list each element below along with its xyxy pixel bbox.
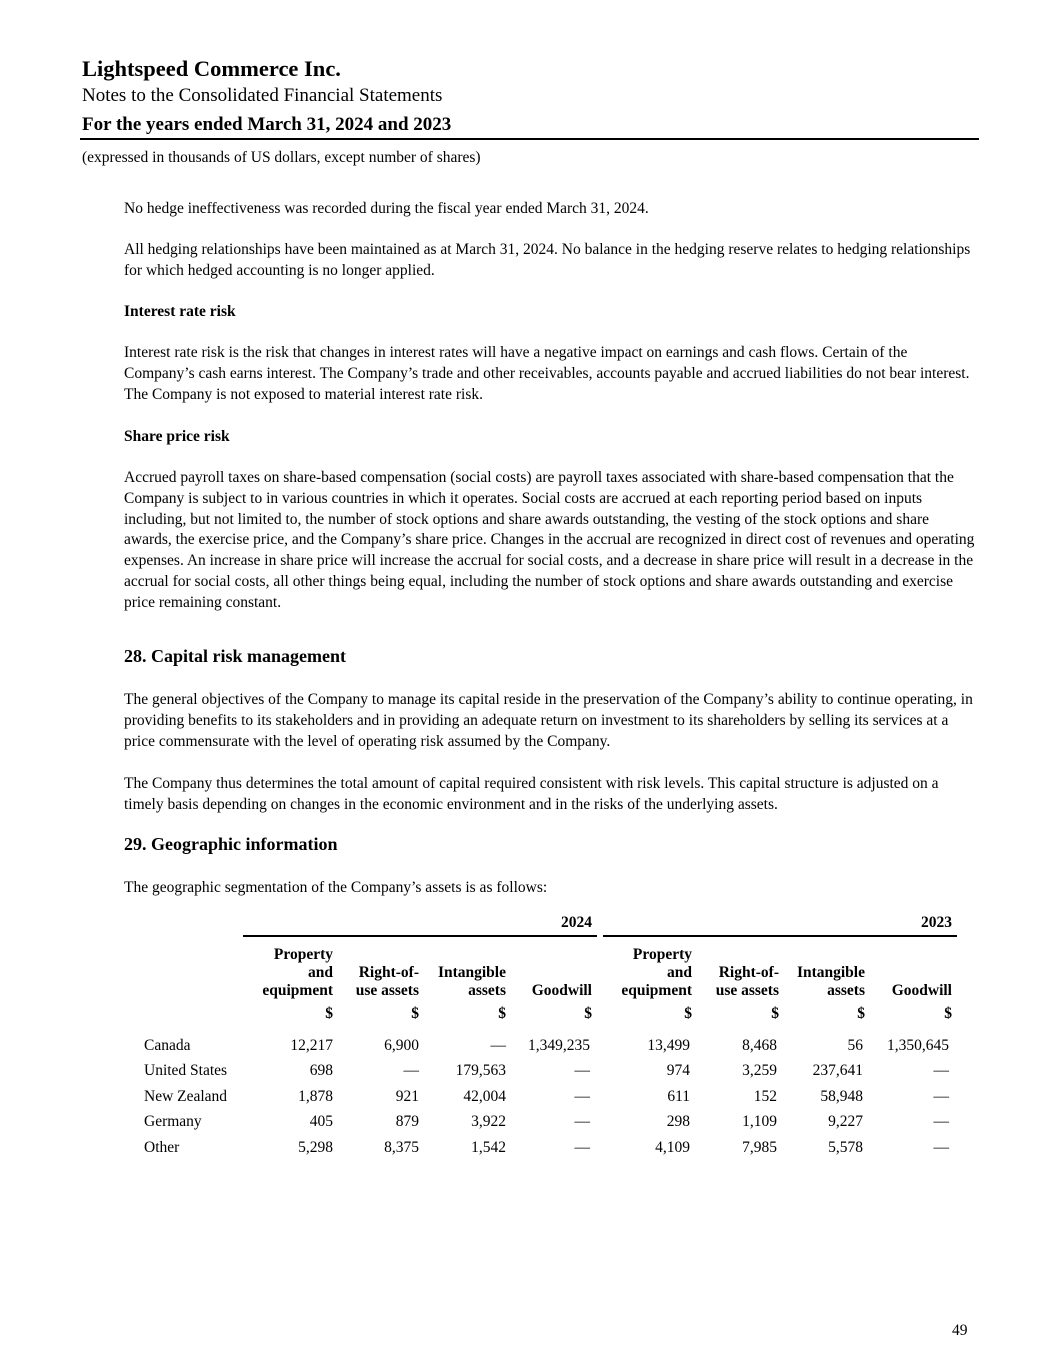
cell-2023-rou: 152 bbox=[753, 1088, 777, 1105]
cell-2024-intangible: — bbox=[490, 1037, 506, 1054]
cell-2024-property: 12,217 bbox=[290, 1037, 333, 1054]
page-number: 49 bbox=[952, 1322, 968, 1339]
cell-2024-goodwill: — bbox=[574, 1113, 590, 1130]
cell-2024-intangible: 42,004 bbox=[463, 1088, 506, 1105]
cell-2024-rou: 921 bbox=[395, 1088, 419, 1105]
cell-2024-rou: 8,375 bbox=[384, 1139, 419, 1156]
cell-2023-property: 298 bbox=[666, 1113, 690, 1130]
hedge-ineffectiveness-paragraph: No hedge ineffectiveness was recorded during the fiscal year ended March 31, 2024. bbox=[124, 200, 649, 217]
unit-2024-intangible: $ bbox=[498, 1005, 506, 1022]
unit-2024-goodwill: $ bbox=[584, 1005, 592, 1022]
cell-2023-rou: 1,109 bbox=[742, 1113, 777, 1130]
cell-2023-intangible: 58,948 bbox=[820, 1088, 863, 1105]
cell-2024-rou: — bbox=[403, 1062, 419, 1079]
unit-2023-goodwill: $ bbox=[944, 1005, 952, 1022]
cell-2023-property: 974 bbox=[666, 1062, 690, 1079]
cell-2024-goodwill: — bbox=[574, 1139, 590, 1156]
company-name: Lightspeed Commerce Inc. bbox=[82, 56, 341, 81]
reporting-period: For the years ended March 31, 2024 and 2023 bbox=[82, 114, 452, 135]
unit-2024-property: $ bbox=[325, 1005, 333, 1022]
unit-2023-intangible: $ bbox=[857, 1005, 865, 1022]
cell-2023-goodwill: 1,350,645 bbox=[887, 1037, 949, 1054]
col-2024-property: Property and equipment bbox=[262, 946, 333, 999]
units-note: (expressed in thousands of US dollars, except number of shares) bbox=[82, 149, 481, 166]
region-label: United States bbox=[144, 1062, 228, 1079]
col-2024-rou: Right-of- use assets bbox=[355, 964, 419, 999]
region-label: Germany bbox=[144, 1113, 202, 1130]
header-divider bbox=[80, 138, 979, 140]
share-price-risk-paragraph: Accrued payroll taxes on share-based compensation (social costs) are payroll taxes associated with share-based compensation that the Company is subject to in various countries in which it operates. Social costs are accrued at each reporting period based on inputs including, but not limited to, the number of stock options and share awards outstanding, the vesting of the stock options and share awards, the exercise price, and the Company’s share price. Changes in the accrual are recognized in direct cost of revenues and operating expenses. An increase in share price will increase the accrual for social costs, and a decrease in share price will result in a decrease in the accrual for social costs, all other things being equal, including the number of stock options and share awards outstanding and exercise price remaining constant. bbox=[124, 469, 975, 611]
unit-2023-property: $ bbox=[684, 1005, 692, 1022]
cell-2023-intangible: 56 bbox=[847, 1037, 863, 1054]
cell-2023-goodwill: — bbox=[933, 1139, 949, 1156]
interest-rate-risk-heading: Interest rate risk bbox=[124, 303, 236, 320]
year-header-2023: 2023 bbox=[921, 914, 952, 931]
cell-2024-intangible: 1,542 bbox=[471, 1139, 506, 1156]
document-subtitle: Notes to the Consolidated Financial Statements bbox=[82, 85, 443, 106]
cell-2024-property: 405 bbox=[309, 1113, 333, 1130]
cell-2024-intangible: 179,563 bbox=[455, 1062, 506, 1079]
cell-2024-intangible: 3,922 bbox=[471, 1113, 506, 1130]
capital-objectives-paragraph: The general objectives of the Company to manage its capital reside in the preservation of the Company’s ability to continue operating, in providing benefits to its stakeholders and in providing an adequate return on investment to its shareholders by selling its services at a price commensurate with the level of operating risk assumed by the Company. bbox=[124, 691, 973, 750]
year-2023-rule bbox=[603, 935, 957, 937]
col-2024-intangible: Intangible assets bbox=[437, 964, 506, 999]
region-label: Canada bbox=[144, 1037, 191, 1054]
region-label: Other bbox=[144, 1139, 180, 1156]
cell-2024-property: 1,878 bbox=[298, 1088, 333, 1105]
cell-2024-goodwill: 1,349,235 bbox=[528, 1037, 590, 1054]
cell-2024-property: 5,298 bbox=[298, 1139, 333, 1156]
cell-2023-goodwill: — bbox=[933, 1113, 949, 1130]
cell-2023-rou: 7,985 bbox=[742, 1139, 777, 1156]
cell-2023-property: 611 bbox=[667, 1088, 690, 1105]
col-2023-intangible: Intangible assets bbox=[796, 964, 865, 999]
cell-2023-intangible: 9,227 bbox=[828, 1113, 863, 1130]
section-29-title: 29. Geographic information bbox=[124, 834, 338, 854]
cell-2023-rou: 8,468 bbox=[742, 1037, 777, 1054]
col-2023-property: Property and equipment bbox=[621, 946, 692, 999]
cell-2023-property: 13,499 bbox=[647, 1037, 690, 1054]
col-2023-goodwill: Goodwill bbox=[891, 982, 952, 999]
unit-2023-rou: $ bbox=[771, 1005, 779, 1022]
cell-2024-property: 698 bbox=[309, 1062, 333, 1079]
capital-structure-paragraph: The Company thus determines the total amount of capital required consistent with risk levels. This capital structure is adjusted on a timely basis depending on changes in the economic environment and in the risks of the underlying assets. bbox=[124, 775, 939, 813]
year-2024-rule bbox=[243, 935, 597, 937]
hedging-relationships-paragraph: All hedging relationships have been maintained as at March 31, 2024. No balance in the hedging reserve relates to hedging relationships for which hedged accounting is no longer applied. bbox=[124, 241, 971, 279]
geographic-intro: The geographic segmentation of the Company’s assets is as follows: bbox=[124, 879, 548, 896]
cell-2023-goodwill: — bbox=[933, 1062, 949, 1079]
cell-2024-rou: 6,900 bbox=[384, 1037, 419, 1054]
col-2024-goodwill: Goodwill bbox=[531, 982, 592, 999]
share-price-risk-heading: Share price risk bbox=[124, 428, 230, 445]
cell-2023-goodwill: — bbox=[933, 1088, 949, 1105]
cell-2023-property: 4,109 bbox=[655, 1139, 690, 1156]
region-label: New Zealand bbox=[144, 1088, 228, 1105]
year-header-2024: 2024 bbox=[561, 914, 592, 931]
cell-2023-intangible: 5,578 bbox=[828, 1139, 863, 1156]
cell-2023-intangible: 237,641 bbox=[812, 1062, 863, 1079]
cell-2023-rou: 3,259 bbox=[742, 1062, 777, 1079]
cell-2024-goodwill: — bbox=[574, 1062, 590, 1079]
interest-rate-risk-paragraph: Interest rate risk is the risk that changes in interest rates will have a negative impact on earnings and cash flows. Certain of the Company’s cash earns interest. The Company’s trade and other receivables, accounts payable and accrued liabilities do not bear interest. The Company is not exposed to material interest rate risk. bbox=[124, 344, 970, 403]
section-28-title: 28. Capital risk management bbox=[124, 646, 346, 666]
cell-2024-goodwill: — bbox=[574, 1088, 590, 1105]
col-2023-rou: Right-of- use assets bbox=[715, 964, 779, 999]
unit-2024-rou: $ bbox=[411, 1005, 419, 1022]
cell-2024-rou: 879 bbox=[395, 1113, 419, 1130]
